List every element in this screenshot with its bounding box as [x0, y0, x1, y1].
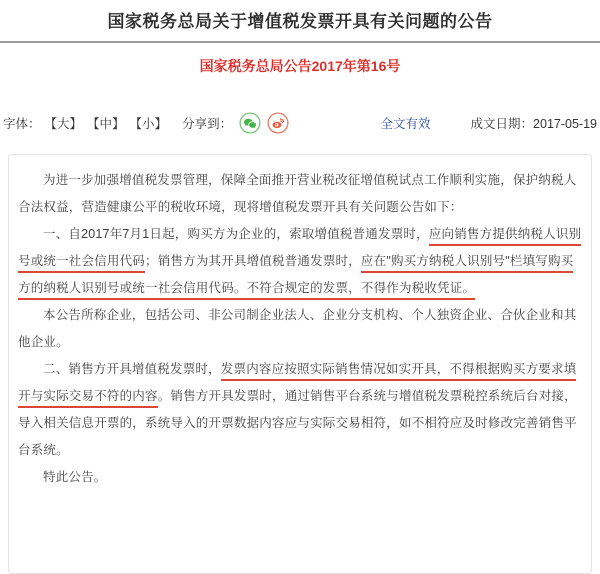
validity-status: 全文有效 — [380, 117, 431, 131]
highlighted-text: 应在"购买方纳税人识别号"栏填写购买方的纳税人识别号或统一社会信用代码。不符合规定的发票，不得作为税收凭证。 — [18, 254, 573, 300]
font-size-large-button[interactable]: 【大】 — [44, 117, 83, 131]
page-title: 国家税务总局关于增值税发票开具有关问题的公告 — [107, 12, 493, 31]
text-segment: 。销售方开具发票时，通过销售平台系统与增值税发票税控系统后台对接，导入相关信息开票的，系统导入的开票数据内容应与实际交易相符，如不相符应及时修改完善销售平台系统。 — [18, 389, 577, 457]
text-segment: 一、自2017年7月1日起，购买方为企业的，索取增值税普通发票时， — [43, 227, 429, 241]
paragraph — [18, 356, 582, 464]
text-segment: 二、销售方开具增值税发票时， — [43, 362, 221, 376]
text-segment: 特此公告。 — [43, 470, 107, 484]
paragraph — [18, 167, 582, 221]
paragraph — [18, 221, 582, 302]
wechat-share-icon[interactable] — [239, 112, 261, 134]
toolbar-right — [381, 114, 597, 132]
paragraph — [18, 464, 582, 491]
issue-date-label: 成文日期： — [470, 117, 534, 131]
highlighted-text: 发票内容应按照实际销售情况如实开具，不得根据购买方要求填开与实际交易不符的内容 — [18, 362, 576, 408]
font-size-label: 字体： — [3, 117, 41, 131]
doc-number: 国家税务总局公告2017年第16号 — [199, 58, 401, 74]
document-body — [8, 154, 592, 574]
toolbar — [0, 111, 600, 135]
highlighted-text: 应向销售方提供纳税人识别号或统一社会信用代码 — [18, 227, 581, 273]
font-size-small-button[interactable]: 【小】 — [129, 117, 168, 131]
text-segment: 本公告所称企业，包括公司、非公司制企业法人、企业分支机构、个人独资企业、合伙企业和其他企业。 — [18, 308, 577, 349]
title-divider — [0, 41, 600, 43]
issue-date — [471, 114, 597, 132]
text-segment: 为进一步加强增值税发票管理，保障全面推开营业税改征增值税试点工作顺利实施，保护纳税人合法权益，营造健康公平的税收环境，现将增值税发票开具有关问题公告如下： — [18, 173, 577, 214]
font-size-medium-button[interactable]: 【中】 — [87, 117, 125, 131]
issue-date-value: 2017-05-19 — [533, 117, 597, 131]
toolbar-left — [3, 112, 295, 134]
paragraph — [18, 302, 582, 356]
text-segment: ；销售方为其开具增值税普通发票时， — [145, 254, 361, 268]
share-label: 分享到： — [182, 117, 233, 131]
weibo-share-icon[interactable] — [267, 112, 289, 134]
